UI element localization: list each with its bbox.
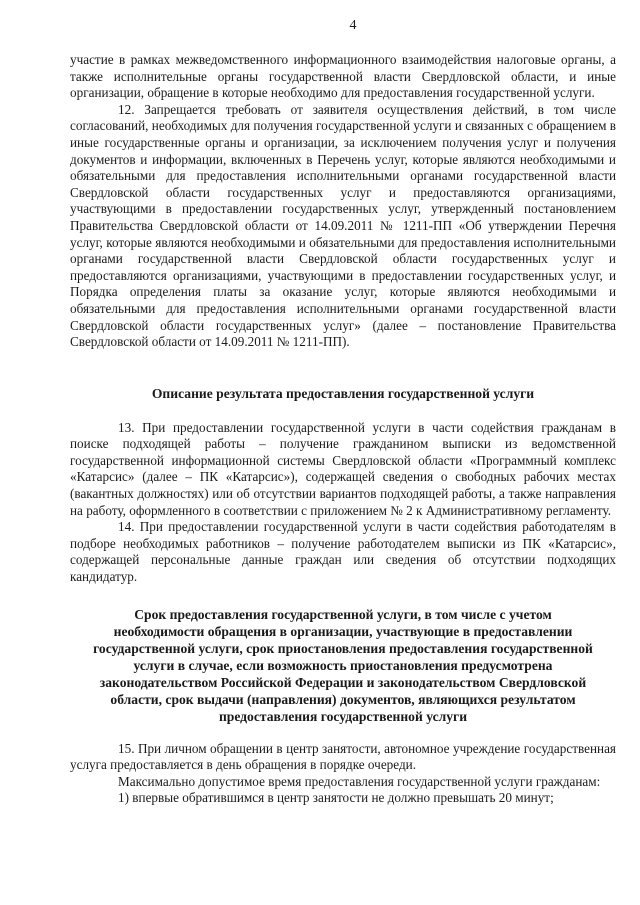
page-number: 4: [349, 18, 357, 33]
paragraph-14: 14. При предоставлении государственной услуги в части содействия работодателям в подборе необходимых работников – получение работодателем выписки из ПК «Катарсис», содержащей персональные данные граждан или сведения об отсутствии подходящих кандидатур.: [70, 519, 616, 585]
paragraph-12: 12. Запрещается требовать от заявителя осуществления действий, в том числе согласований, необходимых для получения государственной услуги и связанных с обращением в иные государственные органы и организации, за исключением получения услуг и получения документов и информации, включенных в Перечень услуг, которые являются необходимыми и обязательными для предоставления исполнительными органами государственной власти Свердловской области государственных услуг и предоставляются организациями, участвующими в предоставлении государственных услуг, утвержденный постановлением Правительства Свердловской области от 14.09.2011 № 1211-ПП «Об утверждении Перечня услуг, которые являются необходимыми и обязательными для предоставления исполнительными органами государственной власти Свердловской области государственных услуг и предоставляются организациями, участвующими в предоставлении государственных услуг, и Порядка определения платы за оказание услуг, которые являются необходимыми и обязательными для предоставления исполнительными органами государственной власти Свердловской области государственных услуг» (далее – постановление Правительства Свердловской области от 14.09.2011 № 1211-ПП).: [70, 101, 616, 350]
section-heading-term: Срок предоставления государственной услуги, в том числе с учетом необходимости обращения в организации, участвующие в предоставлении государственной услуги, срок приостановления предоставления государственной услуги в случае, если возможность приостановления предусмотрена законодательством Российской Федерации и законодательством Свердловской области, срок выдачи (направления) документов, являющихся результатом предоставления государственной услуги: [93, 606, 593, 724]
paragraph-13: 13. При предоставлении государственной услуги в части содействия гражданам в поиске подходящей работы – получение гражданином выписки из ведомственной государственной информационной системы Свердловской области «Программный комплекс «Катарсис» (далее – ПК «Катарсис»), содержащей сведения о свободных рабочих местах (вакантных должностях) или об отсутствии вариантов подходящей работы, а также направления на работу, оформленного в соответствии с приложением № 2 к Административному регламенту.: [70, 419, 616, 518]
paragraph-continued: участие в рамках межведомственного информационного взаимодействия налоговые органы, а также исполнительные органы государственной власти Свердловской области, и иные организации, обращение в которые необходимо для предоставления государственной услуги.: [70, 52, 616, 101]
list-item-first-visit: 1) впервые обратившимся в центр занятости не должно превышать 20 минут;: [118, 790, 554, 806]
paragraph-max-time: Максимально допустимое время предоставления государственной услуги гражданам:: [118, 773, 601, 789]
section-heading-result: Описание результата предоставления государственной услуги: [151, 385, 535, 401]
paragraph-15: 15. При личном обращении в центр занятости, автономное учреждение государственная услуга предоставляется в день обращения в порядке очереди.: [70, 740, 616, 773]
